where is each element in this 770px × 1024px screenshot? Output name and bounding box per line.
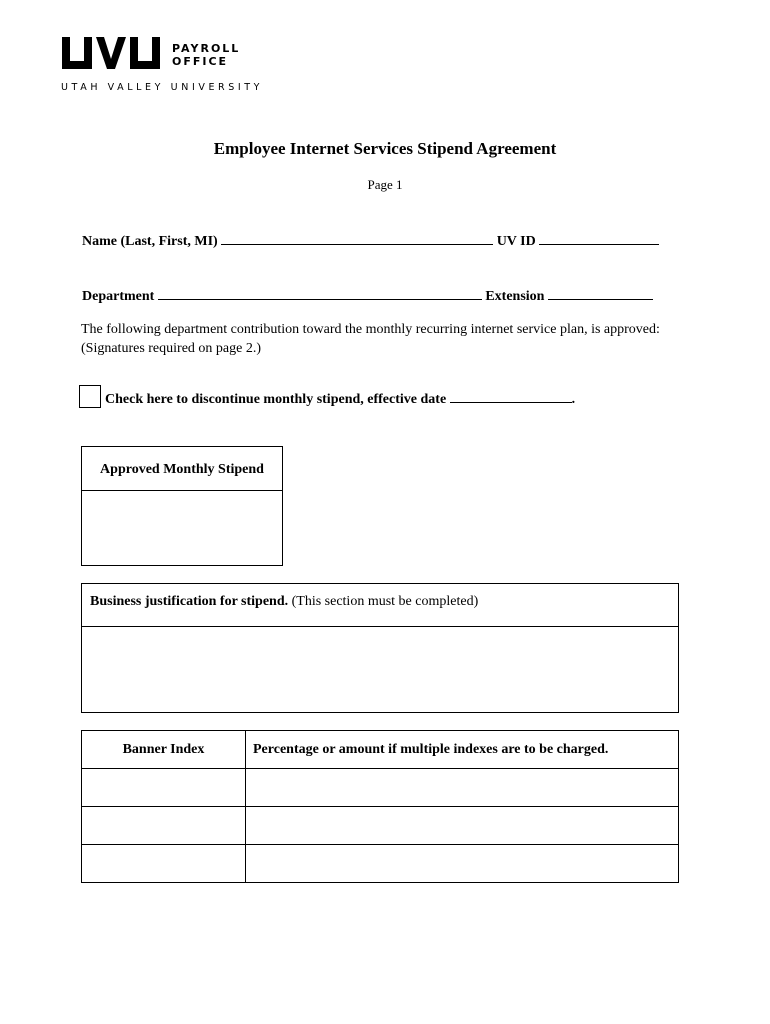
percentage-cell[interactable]	[246, 769, 679, 807]
form-title: Employee Internet Services Stipend Agreement	[213, 139, 557, 158]
name-label: Name (Last, First, MI)	[82, 234, 218, 249]
percentage-header: Percentage or amount if multiple indexes are to be charged.	[246, 731, 679, 769]
discontinue-suffix: .	[571, 392, 576, 407]
discontinue-checkbox[interactable]	[79, 385, 101, 408]
page-number: Page 1	[367, 177, 403, 192]
name-uvid-row	[82, 232, 659, 250]
banner-index-header: Banner Index	[82, 731, 246, 769]
university-name: UTAH VALLEY UNIVERSITY	[61, 82, 264, 93]
justification-heading-note: (This section must be completed)	[288, 594, 479, 609]
table-header-row	[82, 731, 679, 769]
logo-line-payroll: PAYROLL	[172, 42, 241, 55]
stipend-heading: Approved Monthly Stipend	[82, 447, 282, 491]
justification-box	[81, 583, 679, 713]
discontinue-label: Check here to discontinue monthly stipend, effective date	[105, 392, 447, 407]
extension-field[interactable]	[548, 287, 653, 300]
name-field[interactable]	[221, 232, 493, 245]
department-field[interactable]	[158, 287, 482, 300]
percentage-cell[interactable]	[246, 807, 679, 845]
justification-heading	[82, 584, 678, 627]
percentage-cell[interactable]	[246, 845, 679, 883]
department-extension-row	[82, 287, 653, 305]
banner-index-cell[interactable]	[82, 769, 246, 807]
logo-line-office: OFFICE	[172, 55, 229, 68]
banner-index-cell[interactable]	[82, 845, 246, 883]
uvid-label: UV ID	[496, 234, 536, 249]
approval-paragraph: The following department contribution toward the monthly recurring internet service plan, is approved: (Signatures required on page 2.)	[81, 322, 660, 356]
effective-date-field[interactable]	[450, 390, 572, 403]
banner-index-cell[interactable]	[82, 807, 246, 845]
table-row	[82, 845, 679, 883]
stipend-box	[81, 446, 283, 566]
stipend-amount-field[interactable]	[82, 491, 282, 565]
banner-index-table	[81, 730, 679, 883]
justification-text-field[interactable]	[82, 628, 678, 712]
department-label: Department	[82, 289, 155, 304]
extension-label: Extension	[485, 289, 545, 304]
table-row	[82, 769, 679, 807]
justification-heading-bold: Business justification for stipend.	[90, 594, 289, 609]
logo-wordmark	[172, 42, 240, 68]
table-row	[82, 807, 679, 845]
discontinue-row	[105, 390, 575, 408]
uvid-field[interactable]	[539, 232, 659, 245]
uvu-logo-mark	[62, 37, 162, 71]
